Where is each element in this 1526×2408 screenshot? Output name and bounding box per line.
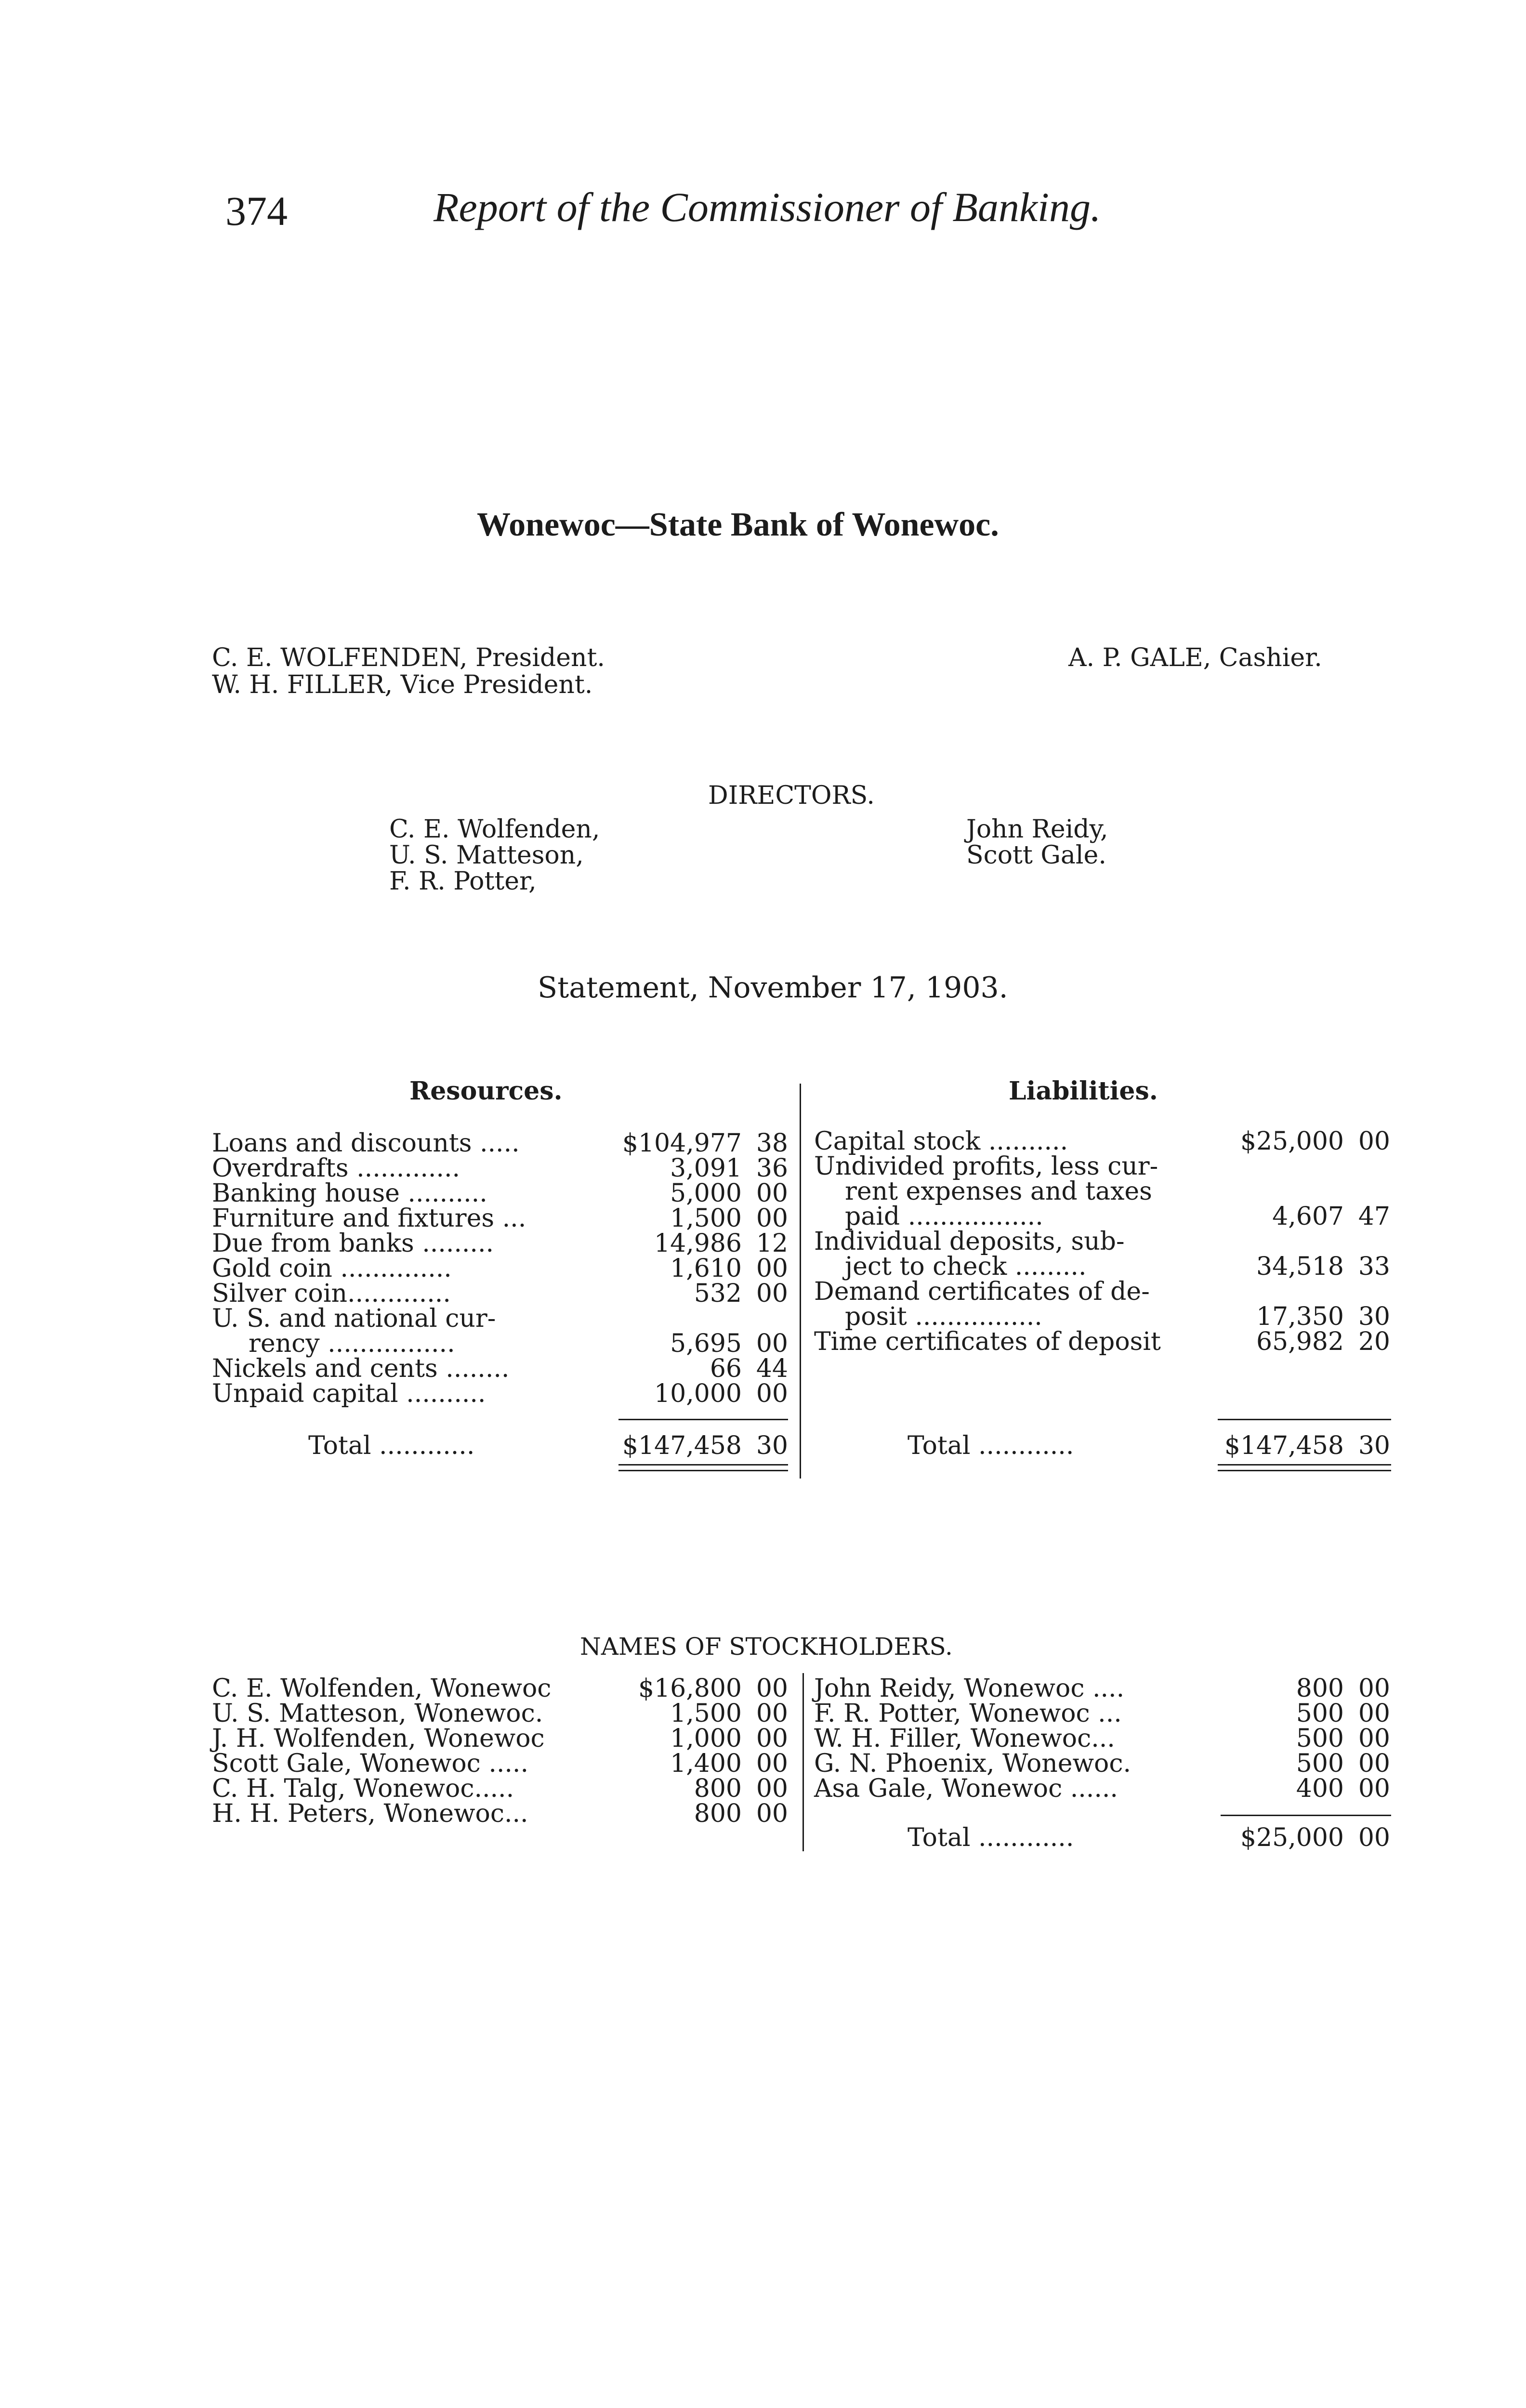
liabilities-total-rule [1218, 1419, 1391, 1420]
resources-row-label: Due from banks ......... [212, 1229, 494, 1258]
stockholders-left-row-cents: 00 [756, 1799, 788, 1828]
liabilities-row-label: Undivided profits, less cur- [814, 1152, 1158, 1181]
stockholders-left-row-label: Scott Gale, Wonewoc ..... [212, 1749, 528, 1778]
liabilities-row-label: rent expenses and taxes [845, 1177, 1152, 1206]
stockholders-left-row-dollars: 1,000 [670, 1724, 742, 1753]
stockholders-left-row-dollars: $16,800 [638, 1674, 742, 1703]
stockholders-divider [802, 1673, 804, 1851]
resources-row-cents: 00 [756, 1179, 788, 1208]
liabilities-total-dollars: $147,458 [1224, 1431, 1344, 1460]
stockholders-right-row-cents: 00 [1358, 1774, 1390, 1803]
liabilities-row-label: Time certificates of deposit [814, 1327, 1161, 1356]
stockholders-right-row-label: G. N. Phoenix, Wonewoc. [814, 1749, 1131, 1778]
resources-row-dollars: 532 [694, 1279, 742, 1308]
resources-heading: Resources. [409, 1076, 563, 1106]
stockholders-total-dollars: $25,000 [1240, 1823, 1344, 1852]
stockholders-right-row-cents: 00 [1358, 1674, 1390, 1703]
liabilities-row-label: paid ................. [845, 1202, 1043, 1231]
stockholders-right-row-dollars: 400 [1296, 1774, 1344, 1803]
resources-row-dollars: 10,000 [654, 1379, 742, 1408]
stockholders-right-row-label: Asa Gale, Wonewoc ...... [814, 1774, 1118, 1803]
liabilities-row-cents: 47 [1358, 1202, 1390, 1231]
resources-row-label: Banking house .......... [212, 1179, 487, 1208]
resources-row-dollars: 5,000 [670, 1179, 742, 1208]
resources-total-dollars: $147,458 [622, 1431, 742, 1460]
resources-double-rule-2 [618, 1470, 788, 1471]
stockholders-left-row-label: C. E. Wolfenden, Wonewoc [212, 1674, 552, 1703]
liabilities-double-rule-2 [1218, 1470, 1391, 1471]
resources-row-label: Unpaid capital .......... [212, 1379, 486, 1408]
stockholders-right-row-cents: 00 [1358, 1699, 1390, 1728]
resources-row-label: Loans and discounts ..... [212, 1129, 520, 1158]
director-right-1: John Reidy, [966, 815, 1108, 844]
bank-title: Wonewoc—State Bank of Wonewoc. [477, 506, 999, 543]
stockholders-left-row-label: U. S. Matteson, Wonewoc. [212, 1699, 543, 1728]
stockholders-total-cents: 00 [1358, 1823, 1390, 1852]
running-title: Report of the Commissioner of Banking. [434, 184, 1101, 230]
resources-total-label: Total ............ [308, 1431, 475, 1460]
officer-president: C. E. WOLFENDEN, President. [212, 643, 605, 672]
resources-row-cents: 00 [756, 1279, 788, 1308]
resources-row-label: rency ................ [249, 1329, 455, 1358]
stockholders-total-rule [1221, 1815, 1391, 1816]
directors-heading: DIRECTORS. [708, 781, 875, 810]
liabilities-row-dollars: 34,518 [1256, 1252, 1344, 1281]
resources-row-label: Nickels and cents ........ [212, 1354, 510, 1383]
stockholders-left-row-label: C. H. Talg, Wonewoc..... [212, 1774, 514, 1803]
resources-row-cents: 00 [756, 1329, 788, 1358]
stockholders-heading: NAMES OF STOCKHOLDERS. [580, 1633, 953, 1661]
stockholders-total-label: Total ............ [908, 1823, 1074, 1852]
stockholders-right-row-label: W. H. Filler, Wonewoc... [814, 1724, 1115, 1753]
resources-total-rule [618, 1419, 788, 1420]
resources-row-cents: 36 [756, 1154, 788, 1183]
liabilities-row-label: ject to check ......... [845, 1252, 1087, 1281]
director-left-2: U. S. Matteson, [389, 841, 584, 870]
resources-row-cents: 00 [756, 1254, 788, 1283]
director-right-2: Scott Gale. [966, 841, 1106, 870]
stockholders-left-row-cents: 00 [756, 1774, 788, 1803]
stockholders-right-row-cents: 00 [1358, 1749, 1390, 1778]
resources-row-dollars: 1,610 [670, 1254, 742, 1283]
liabilities-row-cents: 20 [1358, 1327, 1390, 1356]
liabilities-row-label: Individual deposits, sub- [814, 1227, 1125, 1256]
stockholders-left-row-label: J. H. Wolfenden, Wonewoc [212, 1724, 545, 1753]
stockholders-left-row-cents: 00 [756, 1699, 788, 1728]
director-left-3: F. R. Potter, [389, 867, 537, 896]
resources-row-cents: 00 [756, 1379, 788, 1408]
stockholders-right-row-dollars: 500 [1296, 1699, 1344, 1728]
stockholders-left-row-dollars: 1,400 [670, 1749, 742, 1778]
officer-cashier: A. P. GALE, Cashier. [1068, 643, 1322, 672]
resources-row-dollars: 1,500 [670, 1204, 742, 1233]
statement-date: Statement, November 17, 1903. [538, 971, 1008, 1005]
liabilities-row-dollars: 17,350 [1256, 1302, 1344, 1331]
resources-row-label: Gold coin .............. [212, 1254, 452, 1283]
resources-row-label: Furniture and fixtures ... [212, 1204, 526, 1233]
resources-row-cents: 12 [756, 1229, 788, 1258]
stockholders-right-row-dollars: 500 [1296, 1749, 1344, 1778]
stockholders-left-row-cents: 00 [756, 1674, 788, 1703]
stockholders-right-row-label: John Reidy, Wonewoc .... [814, 1674, 1125, 1703]
liabilities-row-cents: 33 [1358, 1252, 1390, 1281]
stockholders-right-row-dollars: 500 [1296, 1724, 1344, 1753]
resources-row-dollars: 14,986 [654, 1229, 742, 1258]
liabilities-row-label: posit ................ [845, 1302, 1042, 1331]
stockholders-left-row-cents: 00 [756, 1749, 788, 1778]
liabilities-total-cents: 30 [1358, 1431, 1390, 1460]
liabilities-row-cents: 00 [1358, 1127, 1390, 1156]
liabilities-row-dollars: $25,000 [1240, 1127, 1344, 1156]
stockholders-right-row-label: F. R. Potter, Wonewoc ... [814, 1699, 1122, 1728]
officer-vice-president: W. H. FILLER, Vice President. [212, 670, 593, 699]
stockholders-left-row-cents: 00 [756, 1724, 788, 1753]
stockholders-left-row-label: H. H. Peters, Wonewoc... [212, 1799, 528, 1828]
liabilities-double-rule-1 [1218, 1464, 1391, 1466]
resources-row-dollars: 66 [710, 1354, 742, 1383]
stockholders-left-row-dollars: 800 [694, 1799, 742, 1828]
page-number: 374 [225, 188, 288, 234]
liabilities-heading: Liabilities. [1009, 1076, 1158, 1106]
stockholders-right-row-dollars: 800 [1296, 1674, 1344, 1703]
resources-row-dollars: 5,695 [670, 1329, 742, 1358]
resources-total-cents: 30 [756, 1431, 788, 1460]
resources-row-cents: 00 [756, 1204, 788, 1233]
liabilities-row-dollars: 4,607 [1272, 1202, 1344, 1231]
resources-double-rule-1 [618, 1464, 788, 1466]
liabilities-row-cents: 30 [1358, 1302, 1390, 1331]
liabilities-row-dollars: 65,982 [1256, 1327, 1344, 1356]
director-left-1: C. E. Wolfenden, [389, 815, 600, 844]
stockholders-left-row-dollars: 1,500 [670, 1699, 742, 1728]
resources-row-dollars: $104,977 [622, 1129, 742, 1158]
liabilities-row-label: Capital stock .......... [814, 1127, 1068, 1156]
resources-row-label: U. S. and national cur- [212, 1304, 496, 1333]
liabilities-total-label: Total ............ [908, 1431, 1074, 1460]
resources-row-label: Silver coin............. [212, 1279, 451, 1308]
resources-row-dollars: 3,091 [670, 1154, 742, 1183]
stockholders-right-row-cents: 00 [1358, 1724, 1390, 1753]
resources-row-cents: 44 [756, 1354, 788, 1383]
stockholders-left-row-dollars: 800 [694, 1774, 742, 1803]
resources-row-label: Overdrafts ............. [212, 1154, 460, 1183]
balance-sheet-divider [800, 1084, 801, 1479]
resources-row-cents: 38 [756, 1129, 788, 1158]
liabilities-row-label: Demand certificates of de- [814, 1277, 1150, 1306]
